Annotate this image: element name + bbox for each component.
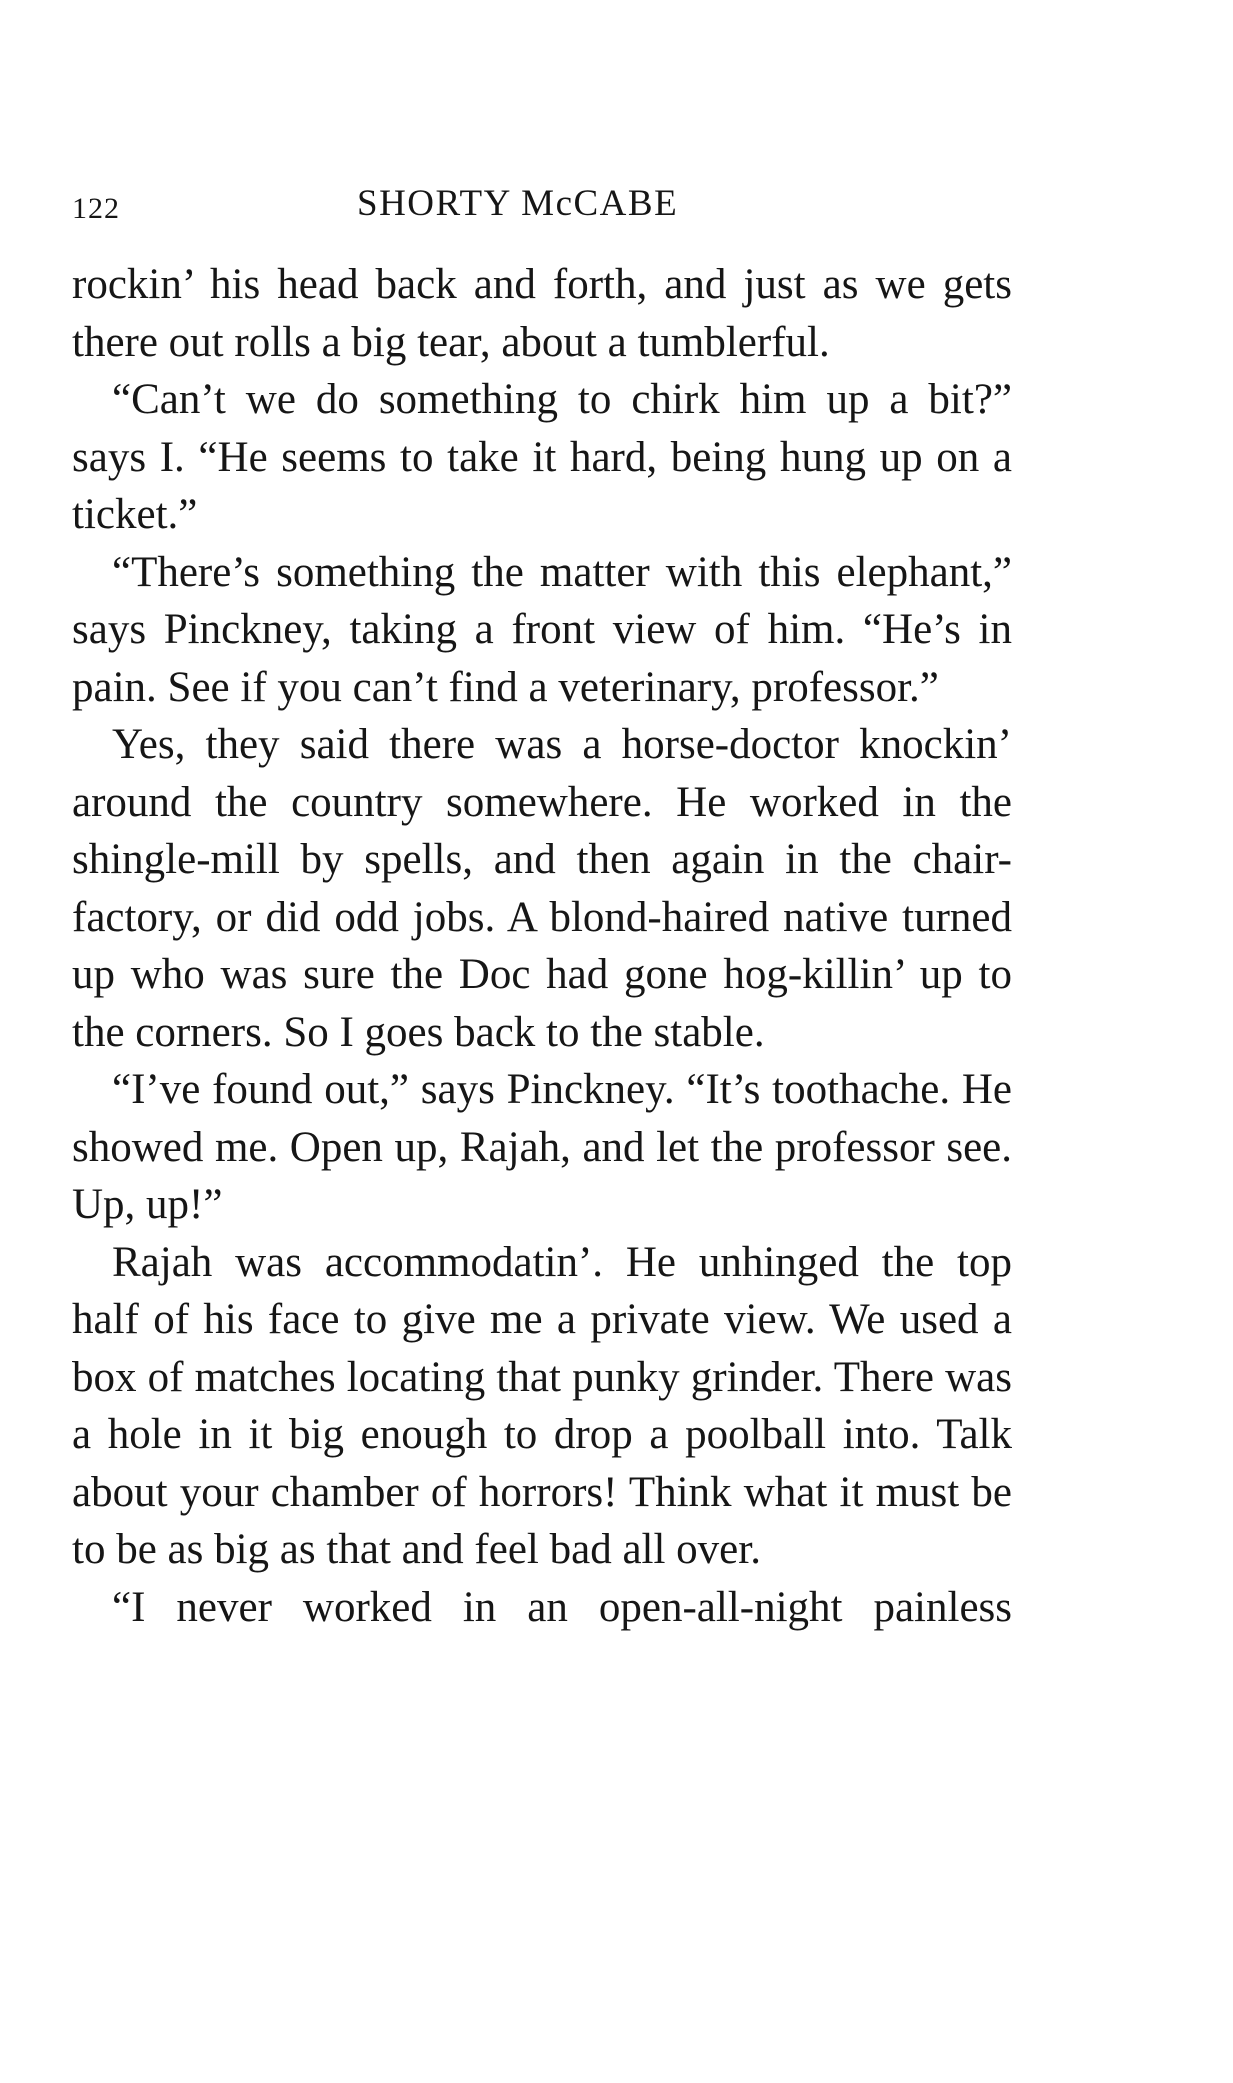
paragraph: “There’s something the matter with this elephant,” says Pinckney, taking a front view of him. “He’s in pain. See if you can’t find a veterinary, professor.” — [72, 548, 1012, 711]
paragraph: “I’ve found out,” says Pinckney. “It’s toothache. He showed me. Open up, Rajah, and let the professor see. Up, up!” — [72, 1066, 1012, 1228]
body-text — [72, 256, 1012, 1636]
paragraph: rockin’ his head back and forth, and just as we gets there out rolls a big tear, about a tumblerful. — [72, 261, 1012, 366]
paragraph: Rajah was accommodatin’. He unhinged the top half of his face to give me a private view. We used a box of matches locating that punky grinder. There was a hole in it big enough to drop a poolball into. Talk about your chamber of horrors! Think what it must be to be as big as that and feel bad all over. — [72, 1238, 1012, 1573]
paragraph: Yes, they said there was a horse-doctor knockin’ around the country somewhere. He worked in the shingle-mill by spells, and then again in the chair-factory, or did odd jobs. A blond-haired native turned up who was sure the Doc had gone hog-killin’ up to the corners. So I goes back to the stable. — [72, 721, 1012, 1056]
running-title: SHORTY McCABE — [357, 183, 679, 224]
paragraph: “I never worked in an open-all-night painless — [112, 1583, 1012, 1631]
paragraph: “Can’t we do something to chirk him up a bit?” says I. “He seems to take it hard, being hung up on a ticket.” — [72, 376, 1012, 538]
page-header — [72, 182, 1012, 232]
page-number: 122 — [72, 192, 120, 225]
